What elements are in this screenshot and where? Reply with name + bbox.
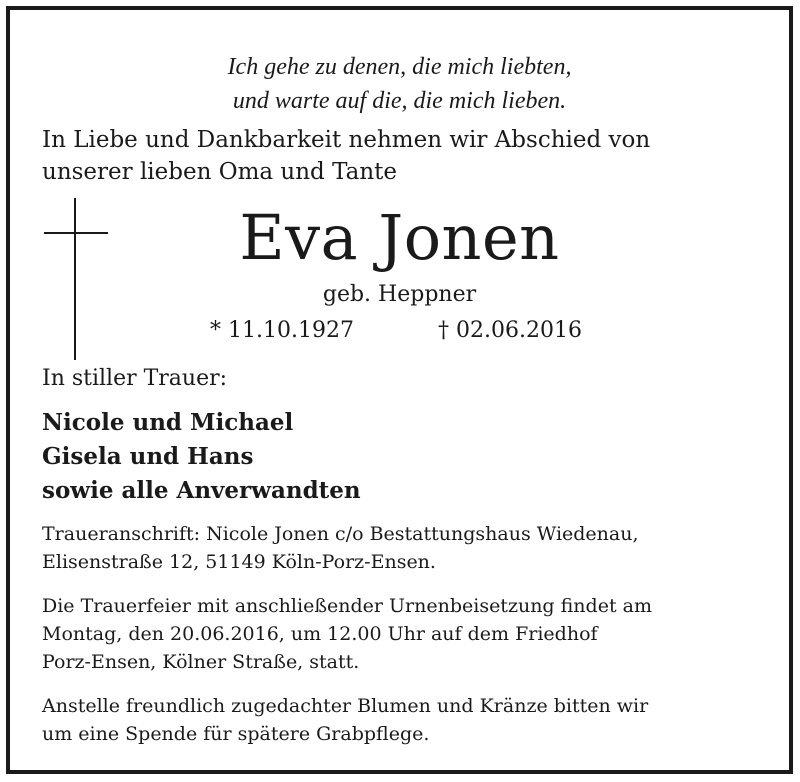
death-date: † 02.06.2016: [438, 318, 582, 343]
intro-line-1: In Liebe und Dankbarkeit nehmen wir Abschied von: [42, 127, 651, 153]
ceremony-info: [42, 592, 652, 676]
ceremony-line-3: Porz-Ensen, Kölner Straße, statt.: [42, 651, 360, 673]
mourner-name: Nicole und Michael: [42, 409, 294, 436]
donation-line-1: Anstelle freundlich zugedachter Blumen und Kränze bitten wir: [42, 695, 649, 717]
mourner-name: sowie alle Anverwandten: [42, 477, 361, 504]
condolence-address: [42, 520, 639, 576]
donation-request: [42, 692, 648, 748]
mourners-list: [42, 406, 361, 508]
address-line-2: Elisenstraße 12, 51149 Köln-Porz-Ensen.: [42, 551, 436, 573]
ceremony-line-2: Montag, den 20.06.2016, um 12.00 Uhr auf dem Friedhof: [42, 623, 598, 645]
birth-date: * 11.10.1927: [210, 318, 354, 343]
birth-name: geb. Heppner: [322, 282, 477, 307]
mourner-name: Gisela und Hans: [42, 443, 254, 470]
obituary-notice: [6, 6, 793, 774]
mourning-heading: In stiller Trauer:: [42, 366, 228, 391]
quote-line-1: Ich gehe zu denen, die mich liebten,: [227, 54, 572, 80]
address-line-1: Traueranschrift: Nicole Jonen c/o Bestattungshaus Wiedenau,: [42, 523, 639, 545]
ceremony-line-1: Die Trauerfeier mit anschließender Urnenbeisetzung findet am: [42, 595, 652, 617]
intro-line-2: unserer lieben Oma und Tante: [42, 159, 398, 185]
quote-line-2: und warte auf die, die mich lieben.: [232, 88, 567, 114]
donation-line-2: um eine Spende für spätere Grabpflege.: [42, 723, 430, 745]
deceased-name: Eva Jonen: [239, 201, 560, 274]
